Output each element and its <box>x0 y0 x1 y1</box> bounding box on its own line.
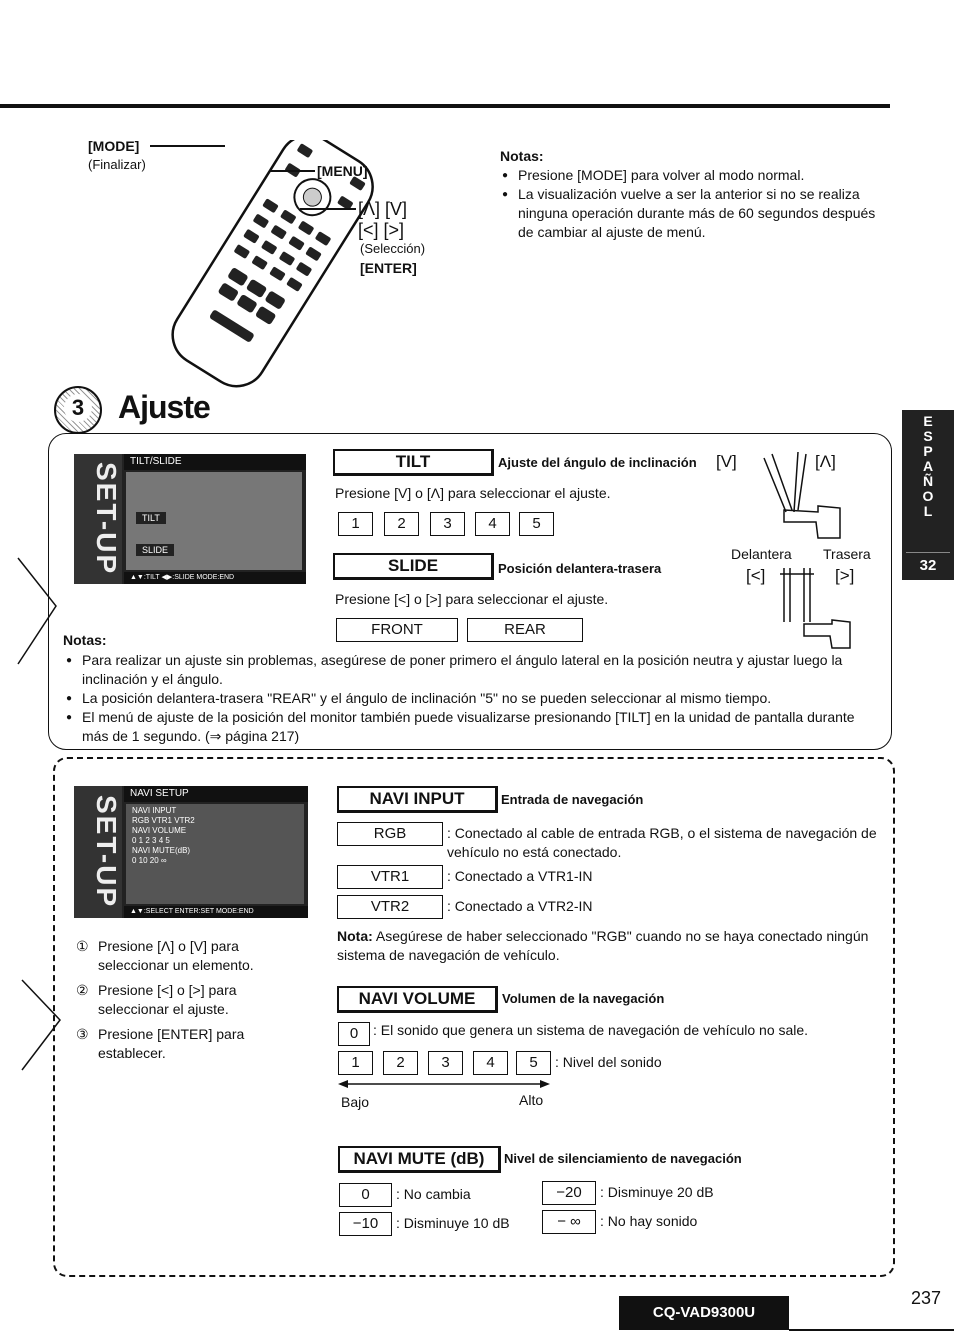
navi-volume-level-3: 3 <box>428 1051 463 1075</box>
screen-footer: ▲▼:SELECT ENTER:SET MODE:END <box>124 906 308 918</box>
navi-mute-header: NAVI MUTE (dB) <box>338 1146 501 1173</box>
mode-leader-line <box>150 145 225 147</box>
tilt-option-1: 1 <box>338 512 373 536</box>
step-number: ② <box>76 982 89 998</box>
menu-label: [MENU] <box>317 163 368 179</box>
screen-menu-area <box>126 804 304 904</box>
slide-header: SLIDE <box>333 553 494 580</box>
navi-volume-level-1: 1 <box>338 1051 373 1075</box>
step-item <box>76 981 296 1019</box>
rear-word: Trasera <box>823 546 871 562</box>
navi-volume-zero-text: : El sonido que genera un sistema de navegación de vehículo no sale. <box>373 1022 809 1038</box>
page-number: 237 <box>911 1288 942 1308</box>
step-number: ① <box>76 938 89 954</box>
slide-monitor-illustration <box>770 562 860 654</box>
tab-letter: S <box>923 428 933 444</box>
notes-top-list <box>502 166 892 242</box>
slide-option-rear: REAR <box>467 618 583 642</box>
tab-letter: O <box>922 488 934 504</box>
note-item: ● La visualización vuelve a ser la anterior si no se realiza ninguna operación durante más de 60 segundos después de cambiar al ajuste de menú. <box>502 185 892 242</box>
arrows-up-down-label: [Λ] [V] <box>358 199 408 219</box>
slide-description: Posición delantera-trasera <box>498 561 662 576</box>
navi-input-vtr1-text: : Conectado a VTR1-IN <box>447 868 593 884</box>
step-text: Presione [<] o [>] para seleccionar el ajuste. <box>98 982 237 1017</box>
mode-sub-label: (Finalizar) <box>88 157 146 172</box>
screen-row: RGB VTR1 VTR2 <box>132 816 195 825</box>
navi-volume-levels-text: : Nivel del sonido <box>555 1054 662 1070</box>
footer-rule <box>789 1329 954 1331</box>
section-title: Ajuste <box>118 389 210 425</box>
front-word: Delantera <box>731 546 792 562</box>
steps-list <box>76 937 296 1063</box>
navi-input-description: Entrada de navegación <box>501 792 644 807</box>
tab-letter: L <box>923 503 933 519</box>
screen-row: 0 10 20 ∞ <box>132 856 167 865</box>
screen-row: NAVI VOLUME <box>132 826 187 835</box>
tilt-option-5: 5 <box>519 512 554 536</box>
slide-option-front: FRONT <box>336 618 458 642</box>
model-badge: CQ-VAD9300U <box>619 1296 789 1330</box>
notes-top-title: Notas: <box>500 148 544 164</box>
notes-mid-title: Notas: <box>63 632 107 648</box>
navi-input-option-vtr1: VTR1 <box>337 865 443 889</box>
low-label: Bajo <box>341 1094 370 1110</box>
screen-slide-item: SLIDE <box>136 544 174 556</box>
note-item: ● Para realizar un ajuste sin problemas, asegúrese de poner primero el ángulo lateral en la posición neutra y ajustar luego la inclinación y el ángulo. <box>66 651 856 689</box>
setup-side-label: SET-UP <box>74 454 122 584</box>
pointer-arrow-1 <box>16 556 60 668</box>
navi-volume-level-5: 5 <box>516 1051 551 1075</box>
navi-input-note <box>337 927 877 965</box>
navi-volume-option-0: 0 <box>338 1022 370 1046</box>
notes-mid-list <box>66 651 856 746</box>
navi-setup-screen <box>74 786 308 918</box>
step-text: Presione [ENTER] para establecer. <box>98 1026 245 1061</box>
setup-side-label: SET-UP <box>74 786 122 918</box>
navi-mute-20-text: : Disminuye 20 dB <box>600 1184 714 1200</box>
tab-number: 32 <box>906 552 950 574</box>
navi-input-vtr2-text: : Conectado a VTR2-IN <box>447 898 593 914</box>
tilt-header: TILT <box>333 449 494 476</box>
navi-mute-option-inf: − ∞ <box>542 1210 596 1234</box>
tilt-arrow-up-label: [Λ] <box>815 452 836 471</box>
language-side-tab <box>902 410 954 580</box>
tilt-arrow-down-label: [V] <box>716 452 737 471</box>
note-text: Asegúrese de haber seleccionado "RGB" cuando no se haya conectado ningún sistema de navegación de vehículo. <box>337 928 869 963</box>
screen-image-area <box>126 472 302 570</box>
step-item <box>76 937 296 975</box>
note-item: ● El menú de ajuste de la posición del monitor también puede visualizarse presionando [TILT] en la unidad de pantalla durante más de 1 segundo. (⇒ página 217) <box>66 708 856 746</box>
navi-mute-inf-text: : No hay sonido <box>600 1213 698 1229</box>
slide-arrow-left-label: [<] <box>746 566 766 585</box>
navi-mute-0-text: : No cambia <box>396 1186 471 1202</box>
navi-volume-level-4: 4 <box>473 1051 508 1075</box>
slide-arrow-right-label: [>] <box>835 566 855 585</box>
screen-tilt-item: TILT <box>136 512 166 524</box>
tilt-description: Ajuste del ángulo de inclinación <box>498 455 697 470</box>
navi-volume-header: NAVI VOLUME <box>337 986 498 1013</box>
navi-volume-level-2: 2 <box>383 1051 418 1075</box>
mode-label: [MODE] <box>88 138 140 154</box>
navi-input-rgb-text: : Conectado al cable de entrada RGB, o el sistema de navegación de vehículo no está conectado. <box>447 825 877 860</box>
tab-letter: A <box>922 458 934 474</box>
navi-mute-option-20: −20 <box>542 1181 596 1205</box>
screen-row: NAVI INPUT <box>132 806 177 815</box>
note-label: Nota: <box>337 928 373 944</box>
tab-letter: P <box>923 443 933 459</box>
screen-row: NAVI MUTE(dB) <box>132 846 191 855</box>
arrows-left-right-label: [<] [>] <box>358 220 405 240</box>
tilt-slide-screen <box>74 454 306 584</box>
navi-mute-10-text: : Disminuye 10 dB <box>396 1215 510 1231</box>
step-text: Presione [Λ] o [V] para seleccionar un elemento. <box>98 938 254 973</box>
screen-footer: ▲▼:TILT ◀▶:SLIDE MODE:END <box>124 572 306 584</box>
navi-volume-description: Volumen de la navegación <box>502 991 665 1006</box>
navi-mute-option-10: −10 <box>339 1212 392 1236</box>
tab-letter: E <box>923 413 933 429</box>
high-label: Alto <box>519 1092 544 1108</box>
enter-label: [ENTER] <box>360 260 417 276</box>
top-rule <box>0 104 890 108</box>
tilt-option-4: 4 <box>475 512 510 536</box>
step-number: 3 <box>64 394 92 422</box>
arrows-leader-line <box>300 208 356 210</box>
note-item: ● La posición delantera-trasera "REAR" y el ángulo de inclinación "5" no se pueden seleccionar al mismo tiempo. <box>66 689 856 708</box>
selection-sub-label: (Selección) <box>360 241 426 256</box>
tilt-option-3: 3 <box>430 512 465 536</box>
navi-input-option-rgb: RGB <box>337 822 443 846</box>
menu-leader-line <box>270 170 315 172</box>
tab-letter: Ñ <box>922 473 934 489</box>
tilt-instruction: Presione [V] o [Λ] para seleccionar el ajuste. <box>335 485 611 501</box>
screen-row: 0 1 2 3 4 5 <box>132 836 170 845</box>
slide-instruction: Presione [<] o [>] para seleccionar el ajuste. <box>335 591 609 607</box>
step-number: ③ <box>76 1026 89 1042</box>
navi-input-option-vtr2: VTR2 <box>337 895 443 919</box>
step-number-badge <box>54 386 102 434</box>
tilt-option-2: 2 <box>384 512 419 536</box>
screen-title-bar: TILT/SLIDE <box>124 454 306 470</box>
step-item <box>76 1025 296 1063</box>
screen-title-bar: NAVI SETUP <box>124 786 308 802</box>
note-item: ● Presione [MODE] para volver al modo normal. <box>502 166 892 185</box>
navi-mute-option-0: 0 <box>339 1183 392 1207</box>
tilt-monitor-illustration <box>758 450 858 548</box>
navi-input-header: NAVI INPUT <box>337 786 498 813</box>
navi-mute-description: Nivel de silenciamiento de navegación <box>504 1151 742 1166</box>
low-high-arrow <box>338 1078 550 1090</box>
